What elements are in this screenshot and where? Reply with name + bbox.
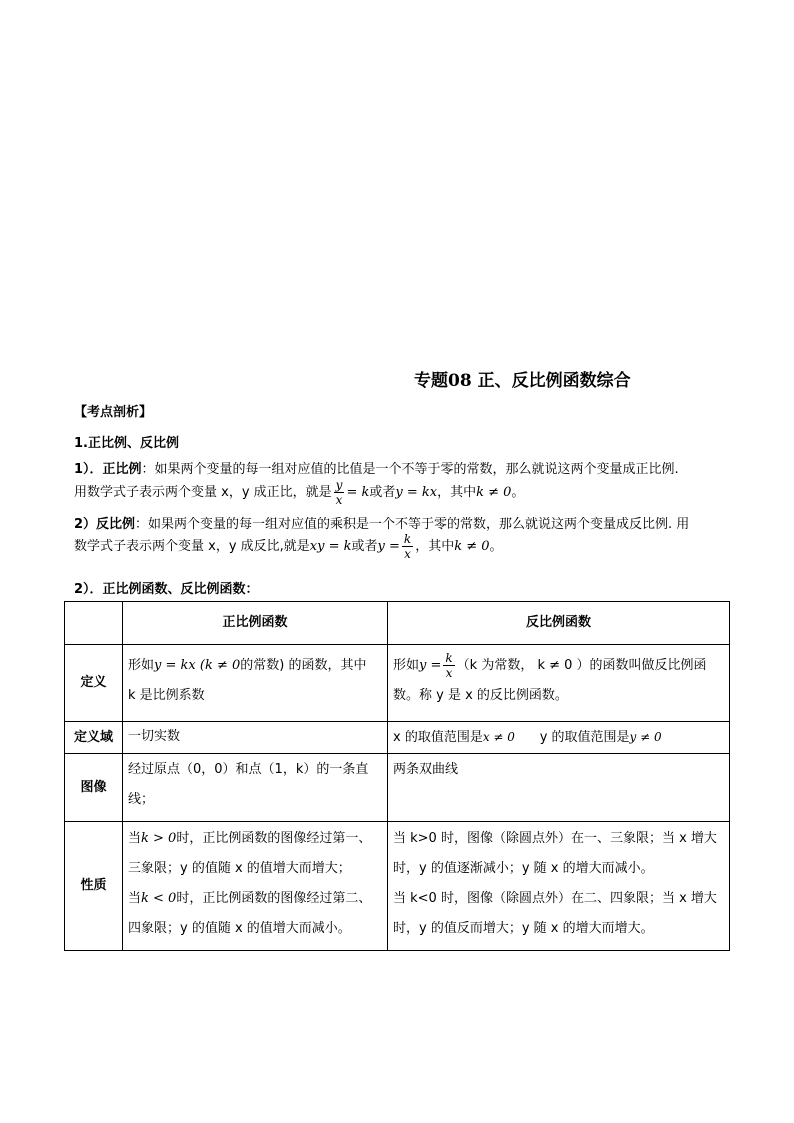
definition-direct-cell [123,645,388,722]
inverse-equation-2: y = [377,539,400,554]
domain-x-text: x 的取值范围是 [393,730,483,745]
inverse-formula-y: y = [419,658,442,673]
point2-heading: 2）．正比例函数、反比例函数： [74,582,259,597]
definition-inverse-cell [388,645,730,722]
k-nonzero-condition: k ≠ 0 [454,539,490,554]
or-text: 或者 [369,485,396,500]
property-inverse-cell [388,822,730,951]
where-text: ，其中 [437,485,477,500]
x-nonzero-condition: x ≠ 0 [482,730,515,744]
y-over-x-fraction [334,478,345,507]
fraction-denominator: x [404,547,411,561]
k-positive-condition: k > 0 [141,831,177,846]
domain-direct-cell: 一切实数 [123,722,388,754]
table-row-definition [65,645,730,722]
table-row-graph [65,754,730,822]
definition-inverse-prefix: 形如 [393,658,420,673]
table-row-property [65,822,730,951]
table-header-row [65,602,730,645]
definition-direct-prefix: 形如 [128,658,155,673]
row-label-property: 性质 [65,822,123,951]
sentence-end: 。 [511,485,525,500]
inverse-equation-1: xy = k [309,539,352,554]
graph-inverse-cell: 两条双曲线 [388,754,730,822]
direct-proportion-line1 [74,458,679,477]
comparison-table [64,601,730,951]
inverse-proportion-definition: ：如果两个变量的每一组对应值的乘积是一个不等于零的常数，那么就说这两个变量成反比例. 用 [135,517,690,532]
point1-heading: 1.正比例、反比例 [74,436,179,451]
fraction-denominator: x [335,493,343,507]
direct-proportion-label: 1）．正比例 [74,462,142,477]
property-inverse-positive-text: 当 k>0 时，图像（除圆点外）在一、三象限；当 x 增大时，y 的值逐渐减小；y 随 x 的增大而减小。 [393,831,717,876]
direct-formula: y = kx [154,658,196,673]
definition-inverse-suffix: （k 为常数， k ≠ 0 ）的函数叫做反比例函 [456,658,707,673]
definition-direct-suffix: 的常数) 的函数，其中 [240,658,367,673]
property-direct-cell [123,822,388,951]
row-label-definition: 定义 [65,645,123,722]
domain-inverse-cell [388,722,730,754]
inverse-proportion-label: 2）反比例 [74,517,136,532]
table-row-domain [65,722,730,754]
domain-y-text: y 的取值范围是 [539,730,630,745]
table-corner-cell [65,602,123,645]
k-nonzero-condition: k ≠ 0 [476,485,512,500]
row-label-graph: 图像 [65,754,123,822]
column-header-inverse: 反比例函数 [388,602,730,645]
direct-equation-2: y = kx [395,485,438,500]
direct-proportion-definition: ：如果两个变量的每一组对应值的比值是一个不等于零的常数，那么就说这两个变量成正比例. [141,462,679,477]
row-label-domain: 定义域 [65,722,123,754]
fraction-denominator: x [445,666,453,680]
property-direct-positive-text: 时，正比例函数的图像经过第一、三象限；y 的值随 x 的值增大而增大； [128,831,372,876]
y-nonzero-condition: y ≠ 0 [629,730,662,744]
definition-inverse-line2: 数。称 y 是 x 的反比例函数。 [393,688,568,703]
fraction-numerator: k [403,532,412,546]
property-direct-when: 当 [128,831,142,846]
section-heading: 【考点剖析】 [74,405,153,420]
direct-proportion-line2 [74,478,524,507]
k-over-x-fraction [402,532,413,561]
definition-direct-line2: k 是比例系数 [128,688,205,703]
direct-equation-1: = k [346,485,370,500]
or-text: 或者 [351,539,378,554]
k-over-x-fraction [443,651,454,680]
fraction-numerator: y [335,478,343,492]
graph-direct-cell: 经过原点（0，0）和点（1，k）的一条直线； [123,754,388,822]
k-negative-condition: k < 0 [141,891,177,906]
direct-condition: (k ≠ 0 [199,658,241,673]
where-text: ，其中 [415,539,455,554]
property-direct-when: 当 [128,891,142,906]
sentence-end: 。 [489,539,503,554]
property-direct-negative-text: 时，正比例函数的图像经过第二、四象限；y 的值随 x 的值增大而减小。 [128,891,372,936]
column-header-direct: 正比例函数 [123,602,388,645]
direct-proportion-expression-text: 用数学式子表示两个变量 x，y 成正比，就是 [74,485,332,500]
inverse-proportion-expression-text: 数学式子表示两个变量 x，y 成反比,就是 [74,539,310,554]
inverse-proportion-line1 [74,513,689,532]
page-title: 专题08 正、反比例函数综合 [414,371,631,391]
inverse-proportion-line2 [74,532,503,561]
property-inverse-negative-text: 当 k<0 时，图像（除圆点外）在二、四象限；当 x 增大时，y 的值反而增大；y 随 x 的增大而增大。 [393,891,717,936]
fraction-numerator: k [445,651,453,665]
